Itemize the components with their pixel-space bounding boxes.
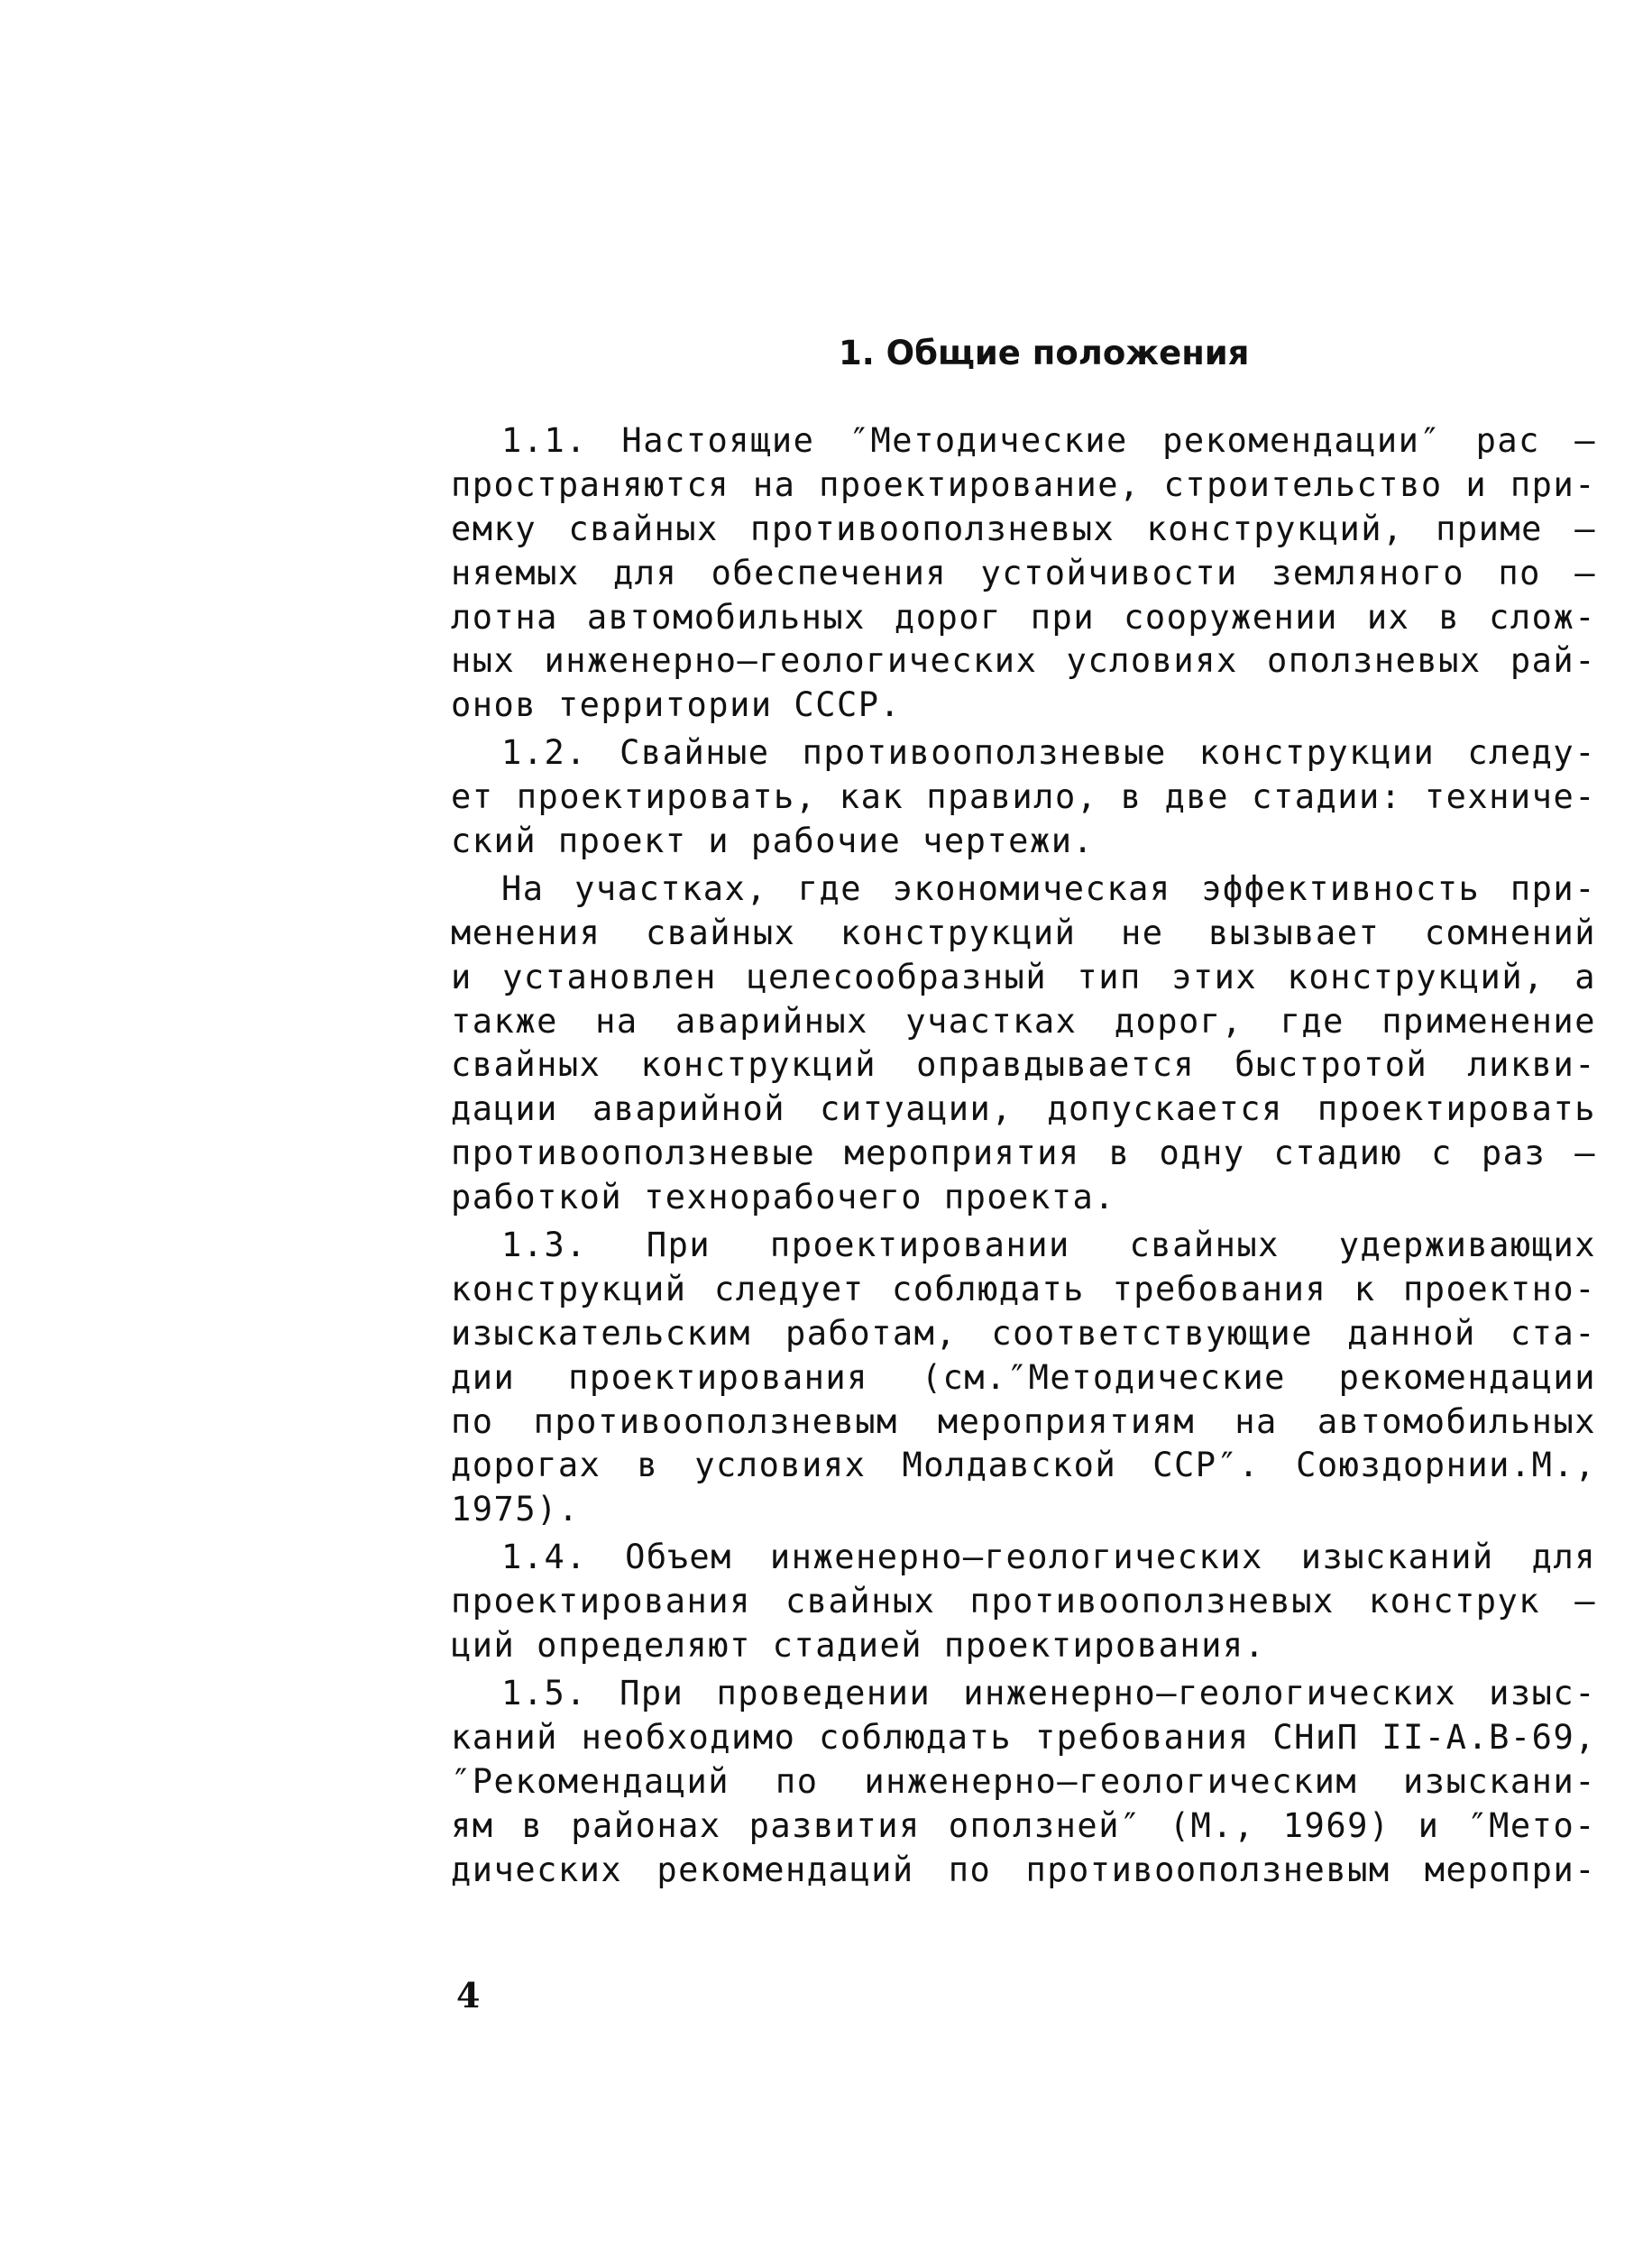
text-line: 1975). [451,1490,580,1529]
text-line: по противооползневым мероприятиям на автомобильных [451,1401,1596,1441]
text-line: емку свайных противооползневых конструкций, приме – [451,509,1596,548]
text-line: менения свайных конструкций не вызывает сомнений [451,913,1596,952]
text-line: ет проектировать, как правило, в две стадии: техниче- [451,777,1596,817]
text-line: ных инженерно–геологических условиях оползневых рай- [451,641,1596,681]
page-number: 4 [456,1975,481,2016]
text-line: ям в районах развития оползней″ (М., 1969) и ″Мето- [451,1805,1596,1845]
text-line: онов территории СССР. [451,685,902,725]
text-line: и установлен целесообразный тип этих конструкций, а [451,957,1596,996]
text-line: конструкций следует соблюдать требования к проектно- [451,1269,1596,1309]
body-text [451,419,1596,1892]
paragraph-1-3 [451,1224,1596,1532]
text-line: проектирования свайных противооползневых конструк – [451,1582,1596,1621]
text-line: ций определяют стадией проектирования. [451,1626,1266,1666]
paragraph-1-4 [451,1536,1596,1668]
text-line: дорогах в условиях Молдавской ССР″. Союздорнии.М., [451,1446,1596,1485]
text-line: работкой технорабочего проекта. [451,1178,1116,1217]
text-line: 1.4. Объем инженерно–геологических изысканий для [501,1538,1596,1577]
paragraph-1-5 [451,1672,1596,1892]
text-line: дии проектирования (см.″Методические рекомендации [451,1357,1596,1397]
text-line: противооползневые мероприятия в одну стадию с раз – [451,1134,1596,1173]
paragraph-1-2 [451,731,1596,864]
text-line: няемых для обеспечения устойчивости земляного по – [451,553,1596,592]
text-line: свайных конструкций оправдывается быстротой ликви- [451,1045,1596,1085]
text-line: На участках, где экономическая эффективность при- [501,868,1596,908]
paragraph-emergency-sections [451,868,1596,1220]
text-line: изыскательским работам, соответствующие данной ста- [451,1313,1596,1353]
text-line: 1.1. Настоящие ″Методические рекомендации″ рас – [501,421,1596,460]
text-line: 1.3. При проектировании свайных удерживающих [501,1226,1596,1265]
text-line: также на аварийных участках дорог, где применение [451,1001,1596,1041]
text-line: пространяются на проектирование, строительство и при- [451,464,1596,504]
text-line: каний необходимо соблюдать требования СНиП II-А.В-69, [451,1717,1596,1757]
text-line: ский проект и рабочие чертежи. [451,822,1095,861]
text-line: 1.5. При проведении инженерно–геологических изыс- [501,1673,1596,1713]
text-line: 1.2. Свайные противооползневые конструкции следу- [501,733,1596,773]
section-heading: 1. Общие положения [839,334,1250,372]
text-line: ″Рекомендаций по инженерно–геологическим изыскани- [451,1761,1596,1801]
text-line: дических рекомендаций по противооползневым меропри- [451,1850,1596,1889]
text-line: лотна автомобильных дорог при сооружении их в слож- [451,597,1596,637]
text-line: дации аварийной ситуации, допускается проектировать [451,1089,1596,1129]
paragraph-1-1 [451,419,1596,728]
